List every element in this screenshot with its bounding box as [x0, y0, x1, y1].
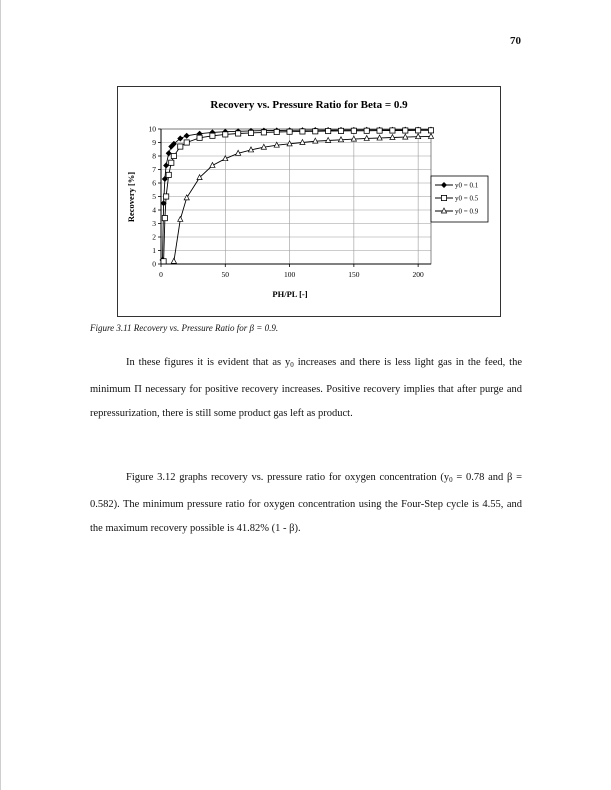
x-tick-label: 150	[348, 270, 360, 279]
data-point-series-2	[166, 172, 171, 177]
para2-text-b: = 0.78 and β = 0.582). The minimum pressure ratio for oxygen concentration using the Four-Step cycle is 4.55, and the maximum recovery possible is 41.82% (1 - β).	[90, 472, 522, 534]
y-tick-label: 10	[148, 124, 156, 134]
legend-label: y0 = 0.9	[455, 207, 479, 216]
y-tick-label: 9	[152, 138, 156, 147]
data-point-series-2	[377, 128, 382, 133]
figure-caption: Figure 3.11 Recovery vs. Pressure Ratio for β = 0.9.	[90, 323, 279, 333]
y-tick-label: 2	[152, 232, 156, 242]
data-point-series-2	[171, 153, 176, 158]
data-point-series-2	[428, 128, 433, 133]
x-tick-label: 50	[221, 270, 230, 279]
data-point-series-2	[164, 194, 169, 199]
data-point-series-1	[164, 163, 169, 168]
data-point-series-2	[403, 128, 408, 133]
y-tick-label: 1	[152, 246, 156, 255]
x-tick-label: 100	[283, 270, 296, 279]
data-point-series-2	[184, 140, 189, 145]
para2-text-a: Figure 3.12 graphs recovery vs. pressure ratio for oxygen concentration (y	[126, 472, 450, 483]
data-point-series-2	[287, 129, 292, 134]
para1-subscript: 0	[290, 361, 294, 369]
data-point-series-2	[161, 259, 166, 264]
data-point-series-2	[236, 131, 241, 136]
data-point-series-3	[171, 258, 176, 263]
data-point-series-2	[223, 132, 228, 137]
data-point-series-2	[162, 216, 167, 221]
data-point-series-1	[166, 151, 171, 156]
body-paragraph-1	[90, 351, 522, 427]
x-axis-label: PH/PL [-]	[272, 289, 308, 299]
data-point-series-2	[248, 130, 253, 135]
para1-text-b: increases and there is less light gas in the feed, the minimum Π necessary for positive recovery increases. Positive recovery implies that after purge and repressurization, there is still some product gas left as product.	[90, 357, 523, 419]
legend-label: y0 = 0.1	[455, 181, 479, 190]
data-point-series-2	[416, 128, 421, 133]
para2-subscript: 0	[449, 476, 453, 484]
series-line-1	[163, 130, 432, 260]
y-tick-label: 4	[152, 205, 156, 215]
y-tick-label: 6	[152, 178, 156, 188]
y-tick-label: 7	[152, 165, 156, 174]
series-line-3	[174, 136, 431, 261]
page-number: 70	[510, 35, 521, 47]
chart-title: Recovery vs. Pressure Ratio for Beta = 0.9	[210, 99, 408, 111]
data-point-series-2	[326, 128, 331, 133]
data-point-series-1	[184, 133, 189, 138]
data-point-series-2	[300, 129, 305, 134]
y-tick-label: 0	[152, 259, 156, 269]
data-point-series-2	[178, 144, 183, 149]
data-point-series-3	[416, 134, 421, 139]
data-point-series-3	[313, 138, 318, 143]
y-tick-label: 5	[152, 192, 156, 201]
data-point-series-2	[313, 129, 318, 134]
data-point-series-2	[338, 128, 343, 133]
scan-margin-line	[0, 0, 1, 790]
data-point-series-2	[169, 160, 174, 165]
legend-label: y0 = 0.5	[455, 194, 479, 203]
para1-text-a: In these figures it is evident that as y	[126, 357, 291, 368]
body-paragraph-2	[90, 466, 522, 542]
series-line-2	[164, 130, 431, 261]
data-point-series-2	[390, 128, 395, 133]
x-tick-label: 0	[159, 270, 163, 279]
data-point-series-2	[364, 128, 369, 133]
legend-marker	[441, 195, 446, 200]
data-point-series-3	[178, 216, 183, 221]
data-point-series-2	[274, 129, 279, 134]
data-point-series-2	[210, 133, 215, 138]
data-point-series-2	[197, 135, 202, 140]
figure-frame	[117, 86, 501, 317]
data-point-series-3	[428, 133, 433, 138]
y-axis-label: Recovery [%]	[126, 171, 136, 223]
y-tick-label: 8	[152, 151, 156, 161]
data-point-series-2	[261, 130, 266, 135]
y-tick-label: 3	[152, 219, 156, 228]
x-tick-label: 200	[412, 270, 424, 279]
data-point-series-2	[351, 128, 356, 133]
recovery-chart	[118, 87, 500, 316]
